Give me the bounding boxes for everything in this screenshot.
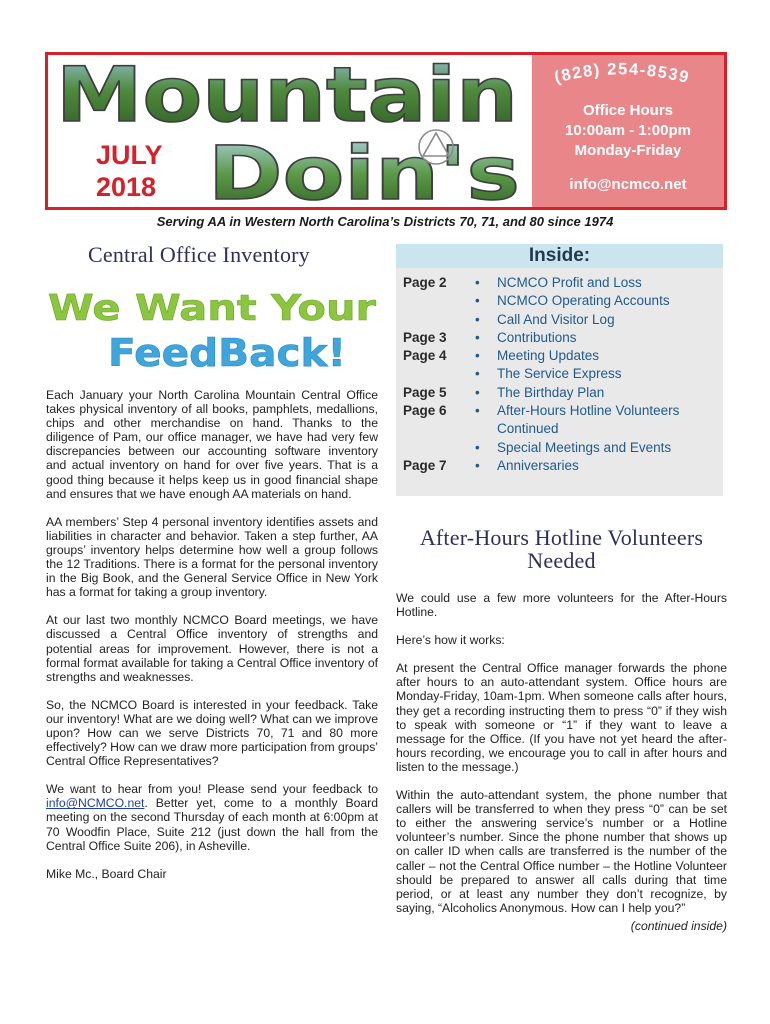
feedback-graphic — [46, 282, 378, 374]
bullet-icon: • — [475, 366, 480, 382]
bullet-icon: • — [475, 457, 480, 473]
phone-text: (828) 254-8539 — [552, 60, 692, 88]
paragraph: At our last two monthly NCMCO Board meetings, we have discussed a Central Office inventory of strengths and potential areas for improvement. However, there is not a formal format available for taking a Central Office inventory of strengths and weaknesses. — [46, 613, 378, 684]
inside-row — [396, 439, 723, 457]
inside-item: After-Hours Hotline Volunteers — [497, 403, 680, 419]
bullet-icon: • — [475, 348, 480, 364]
inside-row — [396, 292, 723, 310]
issue-date — [96, 139, 216, 203]
inside-page-label: Page 6 — [403, 403, 447, 419]
inside-item: Anniversaries — [497, 457, 579, 473]
feedback-line-1: We Want Your — [48, 288, 377, 329]
inside-item: NCMCO Profit and Loss — [497, 275, 642, 290]
phone-number — [532, 59, 724, 103]
inside-item: The Service Express — [497, 366, 622, 382]
feedback-email-link[interactable]: info@NCMCO.net — [46, 796, 145, 811]
inside-item: Meeting Updates — [497, 348, 600, 364]
inside-page-label: Page 7 — [403, 457, 447, 473]
inside-row — [396, 329, 723, 347]
paragraph: AA members’ Step 4 personal inventory identifies assets and liabilities in character and behavior. Taken a step further, AA groups’ inventory helps determine how well a group follows the 12 Traditions. There is a format for the personal inventory in the Big Book, and the General Service Office in New York has a format for taking a group inventory. — [46, 514, 378, 600]
office-hours — [532, 101, 724, 161]
article-body — [396, 591, 727, 933]
article-title-line-1: After-Hours Hotline Volunteers — [419, 525, 704, 550]
bullet-icon: • — [475, 329, 480, 345]
inside-item: Call And Visitor Log — [497, 311, 615, 327]
inside-item: Contributions — [497, 329, 577, 345]
issue-month: JULY — [96, 140, 163, 170]
inside-row — [396, 311, 723, 329]
feedback-line-2: FeedBack! — [108, 331, 346, 374]
inside-row — [396, 402, 723, 420]
inside-page-label: Page 2 — [403, 275, 447, 290]
inside-row — [396, 457, 723, 475]
inside-item: Special Meetings and Events — [497, 439, 672, 455]
central-office-inventory-article — [46, 240, 378, 881]
continued-note: (continued inside) — [630, 918, 727, 933]
tagline: Serving AA in Western North Carolina’s Districts 70, 71, and 80 since 1974 — [156, 214, 614, 229]
paragraph: So, the NCMCO Board is interested in your feedback. Take our inventory! What are we doing well? What can we improve upon? How can we serve Districts 70, 71 and 80 more effectively? How can we draw more participation from groups’ Central Office Representatives? — [46, 697, 378, 769]
bullet-icon: • — [475, 275, 480, 290]
issue-year: 2018 — [96, 172, 157, 202]
contact-panel — [532, 55, 724, 207]
masthead — [45, 52, 727, 210]
inside-row — [396, 347, 723, 365]
article-title — [396, 526, 727, 572]
paragraph: We could use a few more volunteers for the After-Hours Hotline. — [396, 591, 727, 620]
office-email[interactable]: info@ncmco.net — [569, 176, 687, 193]
paragraph: At present the Central Office manager forwards the phone after hours to an auto-attendant system. Office hours are Monday-Friday, 10am-1pm. When someone calls after hours, they get a recording instructing them to press “0” if they wish to speak with someone or “1” if they want to leave a message for the Office. (If you have not yet heard the after-hours recording, we encourage you to call in after hours and listen to the message.) — [396, 661, 727, 774]
svg-text:(828) 254-8539 — [552, 60, 691, 87]
inside-row — [396, 384, 723, 402]
title-line-1: Mountain — [56, 55, 518, 139]
paragraph-text: . Better yet, come to a monthly Board meeting on the second Thursday of each month at 6:00pm at 70 Woodfin Place, Suite 212 (just down the hall from the Central Office Suite 206), in Asheville. — [46, 796, 378, 853]
bullet-icon: • — [475, 439, 480, 455]
office-hours-days: Monday-Friday — [574, 142, 682, 159]
hotline-volunteers-article — [396, 526, 727, 933]
inside-item: The Birthday Plan — [497, 384, 605, 400]
bullet-icon: • — [475, 403, 480, 419]
paragraph: Each January your North Carolina Mountain Central Office takes physical inventory of all books, pamphlets, medallions, chips and other merchandise on hand. Thanks to the diligence of Pam, our office manager, we have had very few discrepancies between our accounting software inventory and actual inventory on hand for over five years. That is a good thing because it helps keep us in good financial shape and ensures that we have enough AA materials on hand. — [46, 388, 378, 501]
inside-page-label: Page 5 — [403, 384, 447, 400]
inside-row — [396, 274, 723, 292]
paragraph-text: We want to hear from you! Please send your feedback to — [46, 782, 378, 797]
bullet-icon: • — [475, 293, 480, 309]
office-hours-time: 10:00am - 1:00pm — [565, 122, 691, 139]
inside-heading: Inside: — [396, 244, 723, 268]
title-line-2: Doin's — [208, 131, 520, 207]
inside-row — [396, 365, 723, 383]
article-body — [46, 388, 378, 881]
inside-list — [396, 274, 723, 475]
paragraph: Within the auto-attendant system, the phone number that callers will be transferred to when they press “0” can be set to either the answering service’s number or a Hotline volunteer’s number. Since the phone number that shows up on caller ID when calls are transferred is the number of the caller – not the Central Office number – the Hotline Volunteer should be prepared to answer all calls during that time period, or at least any number they don’t recognize, by saying, “Alcoholics Anonymous. How can I help you?” — [396, 788, 727, 915]
inside-row — [396, 420, 723, 438]
article-title: Central Office Inventory — [88, 242, 310, 267]
bullet-icon: • — [475, 384, 480, 400]
article-title-line-2: Needed — [527, 548, 596, 573]
paragraph — [46, 782, 378, 852]
inside-page-label: Page 3 — [403, 329, 447, 345]
inside-contents-box — [396, 244, 723, 496]
paragraph: Here’s how it works: — [396, 633, 505, 648]
inside-item: Continued — [497, 421, 559, 437]
bullet-icon: • — [475, 311, 480, 327]
signoff: Mike Mc., Board Chair — [46, 866, 167, 881]
inside-page-label: Page 4 — [403, 348, 447, 364]
inside-item: NCMCO Operating Accounts — [497, 293, 670, 309]
office-hours-label: Office Hours — [582, 102, 673, 119]
